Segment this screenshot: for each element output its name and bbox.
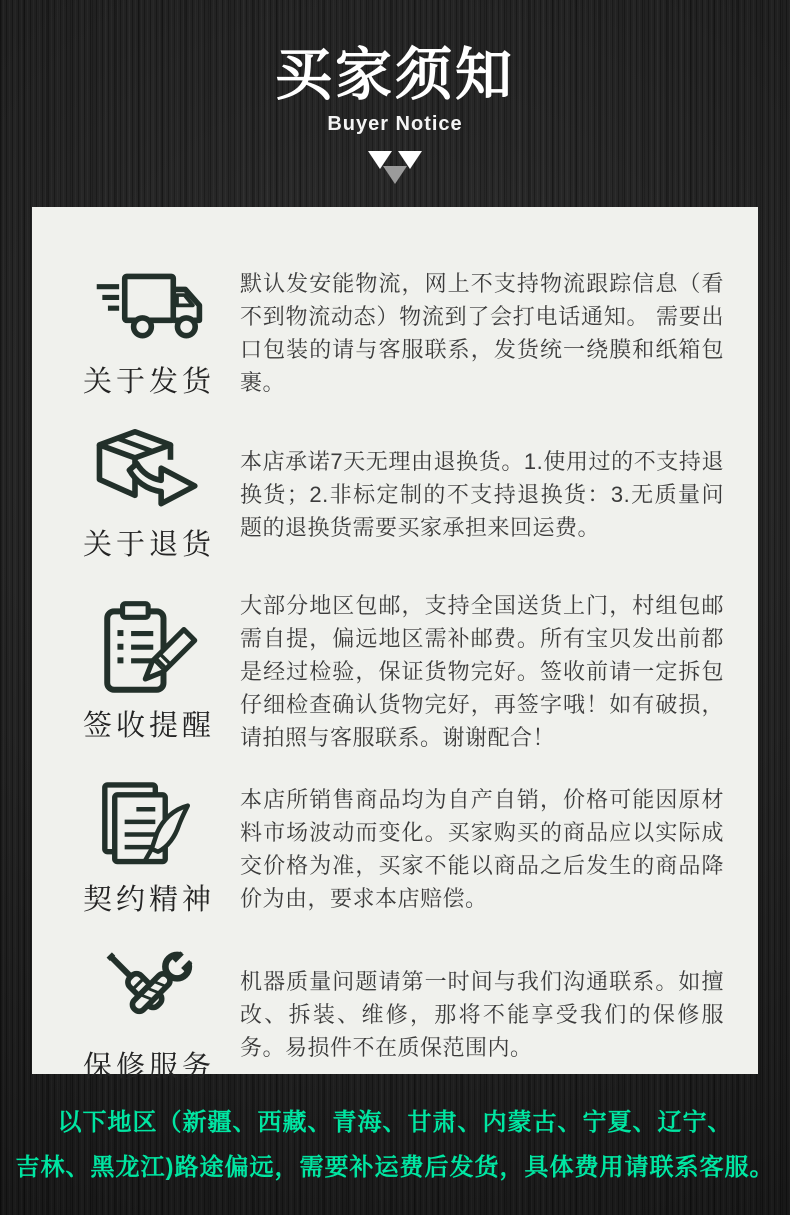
header bbox=[0, 0, 790, 189]
section-label: 保修服务 bbox=[82, 1050, 215, 1083]
remote-area-notice-line2: 吉林、黑龙江)路途偏远，需要补运费后发货，具体费用请联系客服。 bbox=[15, 1153, 775, 1181]
section-signoff bbox=[58, 589, 728, 754]
page-title: 买家须知 bbox=[275, 43, 515, 107]
remote-area-notice-line1: 以下地区（新疆、西藏、青海、甘肃、内蒙古、宁夏、辽宁、 bbox=[57, 1108, 733, 1136]
section-warranty-icon-column bbox=[58, 944, 240, 1085]
section-label: 关于发货 bbox=[82, 365, 215, 398]
section-text: 本店承诺7天无理由退换货。1.使用过的不支持退换货；2.非标定制的不支持退换货：3.无质量问题的退换货需要买家承担来回运费。 bbox=[240, 448, 724, 540]
section-shipping bbox=[58, 267, 728, 400]
section-contract bbox=[58, 780, 728, 918]
section-text: 大部分地区包邮，支持全国送货上门，村组包邮需自提，偏远地区需补邮费。所有宝贝发出前都是经过检验，保证货物完好。签收前请一定拆包仔细检查确认货物完好，再签字哦！如有破损，请拍照与客服联系。谢谢配合！ bbox=[240, 592, 724, 750]
section-label: 签收提醒 bbox=[82, 709, 215, 742]
shipping-truck-icon bbox=[93, 267, 205, 353]
section-returns bbox=[58, 426, 728, 563]
section-text: 本店所销售商品均为自产自销，价格可能因原材料市场波动而变化。买家购买的商品应以实际成交价格为准，买家不能以商品之后发生的商品降价为由，要求本店赔偿。 bbox=[240, 786, 724, 911]
return-box-arrow-icon bbox=[92, 426, 206, 516]
page-subtitle: Buyer Notice bbox=[327, 112, 463, 135]
section-label: 关于退货 bbox=[82, 528, 215, 561]
section-contract-icon-column bbox=[58, 780, 240, 918]
section-warranty bbox=[58, 944, 728, 1085]
section-shipping-icon-column bbox=[58, 267, 240, 400]
section-returns-icon-column bbox=[58, 426, 240, 563]
notice-card bbox=[32, 207, 758, 1083]
down-arrows-icon bbox=[367, 149, 423, 189]
section-label: 契约精神 bbox=[82, 883, 215, 916]
remote-area-notice bbox=[0, 1100, 790, 1190]
contract-quill-icon bbox=[94, 780, 204, 871]
section-text: 机器质量问题请第一时间与我们沟通联系。如擅改、拆装、维修，那将不能享受我们的保修服务。易损件不在质保范围内。 bbox=[240, 968, 724, 1060]
section-signoff-icon-column bbox=[58, 599, 240, 744]
section-text: 默认发安能物流，网上不支持物流跟踪信息（看不到物流动态）物流到了会打电话通知。 需要出口包装的请与客服联系，发货统一绕膜和纸箱包裹。 bbox=[240, 271, 724, 396]
wrench-screwdriver-icon bbox=[102, 944, 196, 1038]
clipboard-pencil-icon bbox=[97, 599, 201, 697]
